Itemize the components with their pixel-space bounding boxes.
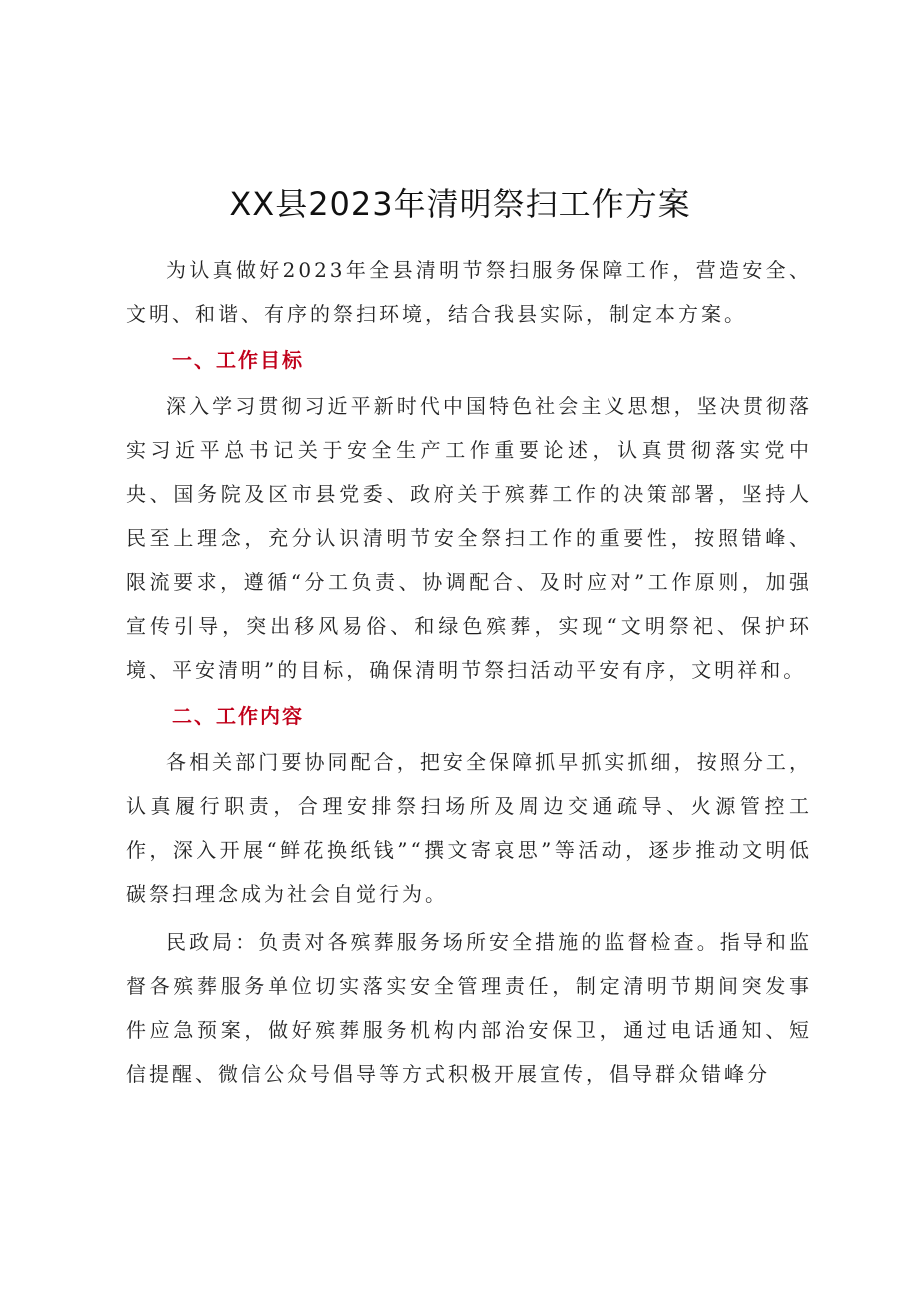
goals-paragraph: 深入学习贯彻习近平新时代中国特色社会主义思想，坚决贯彻落实习近平总书记关于安全生产工作重要论述，认真贯彻落实党中央、国务院及区市县党委、政府关于殡葬工作的决策部署，坚持人民至上理念，充分认识清明节安全祭扫工作的重要性，按照错峰、限流要求，遵循“分工负责、协调配合、及时应对”工作原则，加强宣传引导，突出移风易俗、和绿色殡葬，实现“文明祭祀、保护环境、平安清明”的目标，确保清明节祭扫活动平安有序，文明祥和。	[126, 394, 812, 682]
content-paragraph: 各相关部门要协同配合，把安全保障抓早抓实抓细，按照分工，认真履行职责，合理安排祭扫场所及周边交通疏导、火源管控工作，深入开展“鲜花换纸钱”“撰文寄哀思”等活动，逐步推动文明低碳祭扫理念成为社会自觉行为。	[126, 750, 812, 906]
civil-affairs-paragraph: 民政局：负责对各殡葬服务场所安全措施的监督检查。指导和监督各殡葬服务单位切实落实安全管理责任，制定清明节期间突发事件应急预案，做好殡葬服务机构内部治安保卫，通过电话通知、短信提醒、微信公众号倡导等方式积极开展宣传，倡导群众错峰分	[126, 930, 812, 1086]
document-title: XX县2023年清明祭扫工作方案	[229, 185, 691, 223]
section-heading-goals: 一、工作目标	[172, 348, 304, 372]
document-body	[126, 248, 812, 1096]
intro-paragraph: 为认真做好2023年全县清明节祭扫服务保障工作，营造安全、文明、和谐、有序的祭扫环境，结合我县实际，制定本方案。	[126, 258, 812, 326]
section-heading-content: 二、工作内容	[172, 704, 304, 728]
